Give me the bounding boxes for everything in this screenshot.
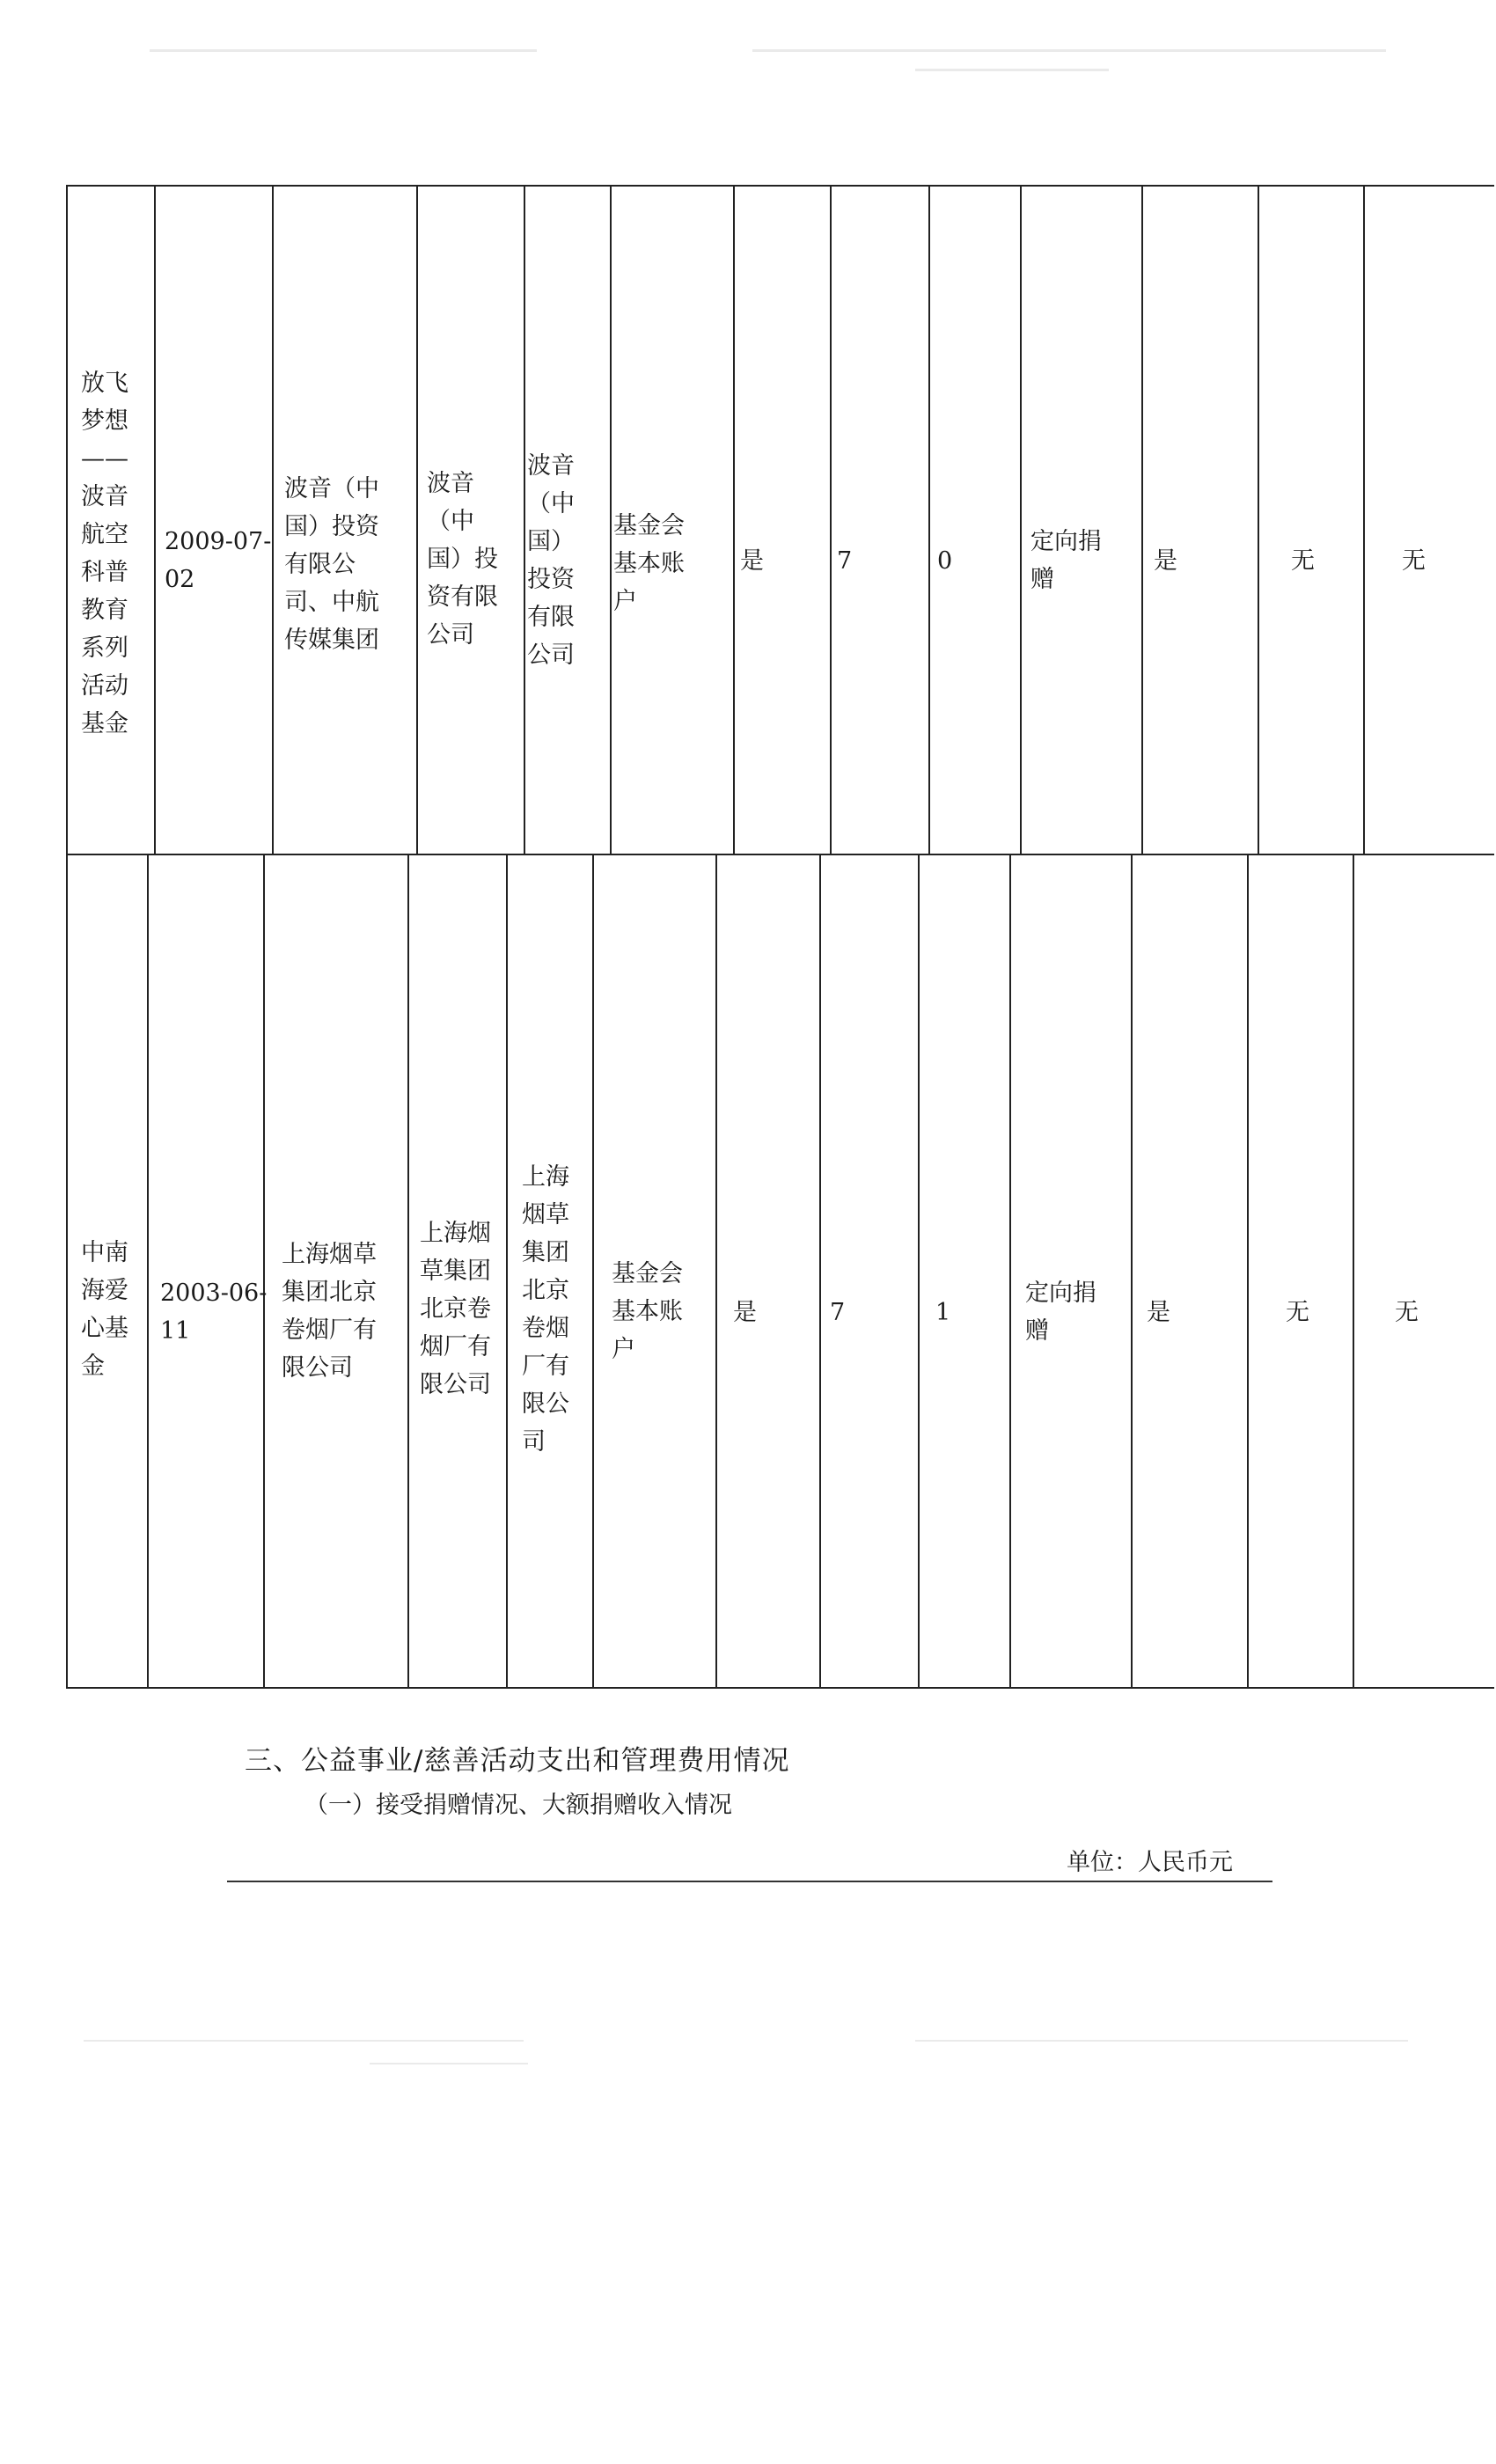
table-cell [830, 187, 928, 855]
table-cell [1363, 187, 1494, 855]
donor-name: 上海烟草 集团北京 卷烟厂有 限公司 [282, 1241, 377, 1382]
number-2: 0 [937, 547, 953, 575]
cell-col4: 波音 （中 国）投 资有限 公司 [427, 470, 498, 649]
fund-name: 放飞 梦想 —— 波音 航空 科普 教育 系列 活动 基金 [81, 370, 128, 737]
table-cell [733, 187, 830, 855]
cell-col4: 上海烟 草集团 北京卷 烟厂有 限公司 [420, 1220, 491, 1398]
table-cell [715, 855, 812, 1687]
currency-unit: 单位：人民币元 [1067, 1849, 1233, 1876]
account-type: 基金会 基本账 户 [613, 512, 685, 615]
table-cell [1131, 855, 1247, 1687]
table-cell [918, 855, 1009, 1687]
number-1: 7 [830, 1299, 846, 1326]
flag-yes-1: 是 [733, 1299, 757, 1326]
cell-col12: 无 [1291, 547, 1315, 575]
table-cell [1247, 855, 1353, 1687]
flag-yes-2: 是 [1147, 1299, 1170, 1326]
fund-name: 中南 海爱 心基 金 [81, 1239, 128, 1380]
account-type: 基金会 基本账 户 [612, 1260, 683, 1363]
table-row [66, 185, 1494, 855]
table-cell [819, 855, 918, 1687]
scan-artifact [150, 49, 537, 52]
table-cell [928, 187, 1020, 855]
number-2: 1 [935, 1299, 951, 1326]
cell-col13: 无 [1395, 1299, 1419, 1326]
donation-purpose: 定向捐 赠 [1025, 1280, 1096, 1345]
cell-col5: 上海 烟草 集团 北京 卷烟 厂有 限公 司 [522, 1163, 569, 1456]
scan-artifact [752, 49, 1386, 52]
table-cell [1141, 187, 1258, 855]
scan-artifact [915, 69, 1109, 71]
table-cell [1009, 855, 1131, 1687]
table-row [66, 854, 1494, 1689]
divider [227, 1881, 1272, 1882]
table-cell [1020, 187, 1141, 855]
table-cell [147, 855, 268, 1687]
flag-yes-1: 是 [740, 547, 764, 575]
table-cell [1353, 855, 1494, 1687]
donor-name: 波音（中 国）投资 有限公 司、中航 传媒集团 [284, 475, 379, 654]
table-cell [154, 187, 272, 855]
scan-artifact [84, 2040, 524, 2042]
cell-col13: 无 [1402, 547, 1426, 575]
establish-date: 2009-07- 02 [165, 528, 272, 593]
establish-date: 2003-06- 11 [160, 1280, 268, 1345]
scan-artifact [915, 2040, 1408, 2042]
number-1: 7 [837, 547, 853, 575]
section-heading: 三、公益事业/慈善活动支出和管理费用情况 [245, 1745, 790, 1777]
cell-col12: 无 [1286, 1299, 1309, 1326]
flag-yes-2: 是 [1154, 547, 1177, 575]
section-subheading: （一）接受捐赠情况、大额捐赠收入情况 [304, 1792, 732, 1819]
table-cell [1258, 187, 1363, 855]
cell-col5: 波音 （中 国） 投资 有限 公司 [527, 452, 575, 669]
donation-purpose: 定向捐 赠 [1030, 528, 1102, 593]
scan-artifact [370, 2063, 528, 2064]
